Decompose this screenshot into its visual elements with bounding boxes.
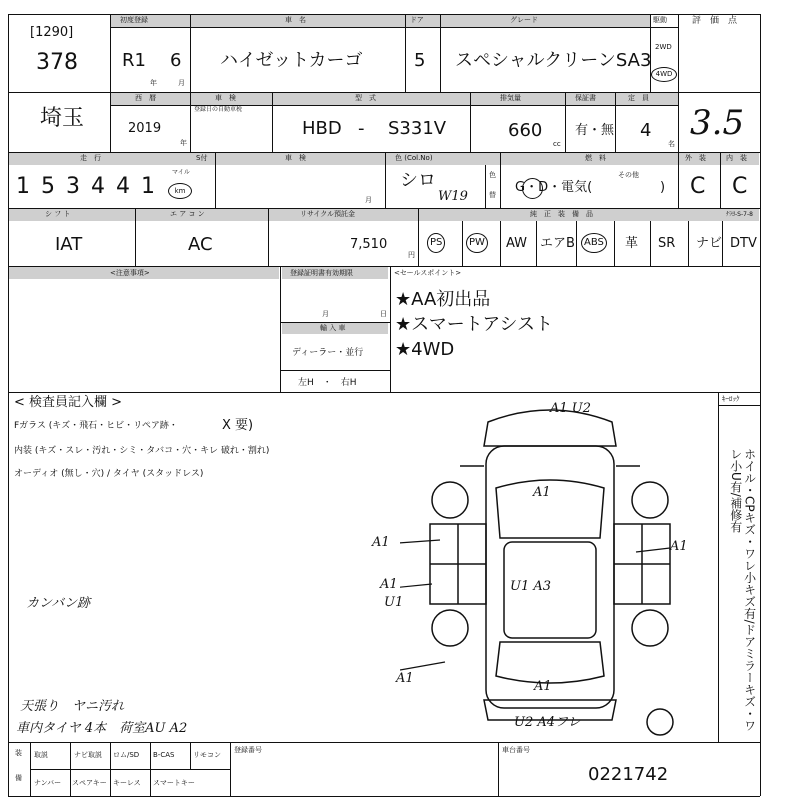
grade-header: グレード	[510, 16, 538, 24]
color-side-2: 替	[489, 191, 496, 199]
car-name: ハイゼットカーゴ	[220, 50, 363, 71]
recycle-label: リサイクル預託金	[300, 210, 356, 218]
inspection-month: 月	[365, 196, 372, 204]
drive-2wd: 2WD	[655, 43, 672, 51]
damage-mark: A1	[534, 679, 552, 694]
model-code: S331V	[388, 118, 447, 139]
seats: 4	[640, 120, 652, 141]
reg-valid-label: 登録証明書有効期限	[290, 269, 353, 277]
equipment-item: ナビ	[696, 236, 723, 251]
sales-label: <セールスポイント>	[394, 269, 462, 277]
damage-mark: A1	[533, 485, 551, 500]
import-label: 輸 入 車	[320, 324, 346, 332]
reg-valid-month: 月	[322, 310, 329, 318]
accessory-item: スペアキー	[72, 779, 107, 787]
equipment-item: PW	[466, 233, 488, 253]
door-count: 5	[414, 50, 426, 71]
lot-bracket: [1290]	[30, 25, 74, 40]
grade: スペシャルクリーンSA3	[455, 50, 652, 71]
color-label: 色 (Col.No)	[395, 154, 433, 162]
equipment-item: PS	[427, 233, 445, 253]
model-dash: -	[358, 118, 365, 139]
reg-month: 6	[170, 50, 182, 71]
unit-km: km	[168, 183, 192, 199]
warranty: 有・無	[575, 123, 615, 138]
seats-label: 定 員	[628, 94, 649, 102]
mileage-digit: 1	[16, 174, 30, 199]
seats-unit: 名	[668, 140, 675, 148]
mileage-label: 走 行	[80, 154, 101, 162]
inspector-glass-x: X 要)	[222, 418, 254, 433]
model-label: 型 式	[355, 94, 376, 102]
displacement: 660	[508, 120, 543, 141]
reg-era-year: R1	[122, 50, 146, 71]
side-panel-items: ホイル・CPキズ・ワレ小キズ有/ドアミラーキズ・ワレ小U有/補修有	[728, 448, 757, 732]
accessory-item: ナビ取説	[74, 751, 102, 759]
year-label: 西 暦	[135, 94, 156, 102]
damage-mark: A1	[380, 577, 398, 592]
import-value: ディーラー・並行	[292, 348, 364, 358]
air-conditioner: AC	[188, 234, 213, 255]
damage-mark: U2 A4フレ	[514, 715, 581, 730]
equipment-item: AW	[506, 236, 528, 251]
reg-year-unit: 年	[150, 79, 157, 87]
body-number: 0221742	[588, 764, 669, 785]
inspector-title: < 検査員記入欄 >	[14, 395, 123, 410]
inspector-note-1: カンバン跡	[26, 596, 91, 611]
mileage-digit: 5	[41, 174, 55, 199]
score-value: 3.5	[690, 103, 745, 143]
equipment-label: 純 正 装 備 品	[530, 210, 593, 218]
exterior-grade: C	[690, 174, 706, 199]
shift-label: シ フ ト	[45, 210, 71, 218]
warranty-label: 保証書	[575, 94, 596, 102]
sales-point: ★AA初出品	[395, 289, 491, 310]
footer-side-2: 備	[15, 774, 22, 782]
equipment-item: 革	[625, 236, 639, 251]
damage-mark: A1 U2	[550, 401, 592, 416]
sales-point: ★4WD	[395, 339, 455, 360]
recycle-unit: 円	[408, 251, 415, 259]
inspection-label-2: 車 検	[285, 154, 306, 162]
color-code: W19	[438, 189, 468, 204]
accessory-item: ロム/SD	[113, 751, 140, 759]
accessory-item: スマートキー	[153, 779, 195, 787]
accessory-item: リモコン	[193, 751, 221, 759]
reg-valid-day: 日	[380, 310, 387, 318]
region: 埼玉	[40, 106, 85, 131]
mileage-digit: 4	[116, 174, 130, 199]
recycle-fee: 7,510	[350, 237, 388, 252]
reg-month-unit: 月	[178, 79, 185, 87]
caution-label: <注意事項>	[110, 269, 150, 277]
model-prefix: HBD	[302, 118, 342, 139]
damage-mark: A1	[372, 535, 390, 550]
equipment-tag: ﾅﾗﾖ-S-7-8	[726, 211, 753, 218]
shift: IAT	[55, 234, 83, 255]
fuel-close: )	[660, 180, 666, 195]
ac-label: エ ア コ ン	[170, 210, 205, 218]
inspector-note-2: 天張り ヤニ汚れ	[20, 699, 125, 714]
damage-mark: U1	[384, 595, 404, 610]
inspector-audio: オーディオ (無し・穴) / タイヤ (スタッドレス)	[14, 469, 204, 479]
model-year: 2019	[128, 121, 162, 136]
car-name-header: 車 名	[285, 16, 306, 24]
damage-mark: U1 A3	[510, 579, 552, 594]
equipment-item: SR	[658, 236, 676, 251]
drive-header: 駆動	[653, 16, 667, 24]
inspection-sub: 登録日の自動車税	[194, 106, 243, 113]
drive-4wd: 4WD	[651, 67, 677, 82]
footer-side-1: 装	[15, 749, 22, 757]
body-number-label: 車台番号	[502, 746, 530, 754]
score-header: 評 価 点	[692, 16, 738, 26]
fuel-label: 燃 料	[585, 154, 606, 162]
fuel-g-circle	[522, 178, 543, 199]
equipment-item: ABS	[581, 233, 607, 253]
color: シロ	[400, 170, 436, 191]
side-panel-tag: ｷｰﾛｯｸ	[722, 395, 740, 403]
damage-mark: A1	[396, 671, 414, 686]
registration-label: 登録番号	[234, 746, 262, 754]
cc-unit: cc	[553, 140, 561, 148]
inspector-interior: 内装 (キズ・スレ・汚れ・シミ・タバコ・穴・キレ 破れ・割れ)	[14, 446, 270, 456]
fuel-options: G・D・電気(	[515, 180, 593, 195]
first-reg-header: 初度登録	[120, 16, 148, 24]
mileage-digit: 1	[141, 174, 155, 199]
accessory-item: ナンバー	[34, 779, 62, 787]
color-side-1: 色	[489, 171, 496, 179]
accessory-item: B-CAS	[153, 751, 175, 759]
accessory-item: キーレス	[113, 779, 141, 787]
handle-side: 左H ・ 右H	[298, 378, 357, 388]
sales-point: ★スマートアシスト	[395, 314, 553, 335]
damage-mark: A1	[670, 539, 688, 554]
mileage-digit: 4	[91, 174, 105, 199]
exterior-label: 外 装	[685, 154, 706, 162]
equipment-item: エアB	[540, 236, 575, 251]
unit-mile: マイル	[172, 169, 190, 176]
mileage-digit: 3	[66, 174, 80, 199]
lot-number: 378	[36, 50, 78, 75]
door-header: ドア	[410, 16, 424, 24]
fuel-other: その他	[618, 171, 639, 179]
interior-label: 内 装	[726, 154, 747, 162]
interior-grade: C	[732, 174, 748, 199]
inspection-label: 車 検	[215, 94, 236, 102]
model-year-unit: 年	[180, 139, 187, 147]
accessory-item: 取説	[34, 751, 48, 759]
cc-label: 排気量	[500, 94, 521, 102]
inspector-glass: Fガラス (キズ・飛石・ヒビ・リペア跡・	[14, 421, 178, 431]
equipment-item: DTV	[730, 236, 757, 251]
mileage-mark: S付	[196, 154, 208, 162]
inspector-note-3: 車内タイヤ 4本 荷室AU A2	[16, 721, 188, 736]
